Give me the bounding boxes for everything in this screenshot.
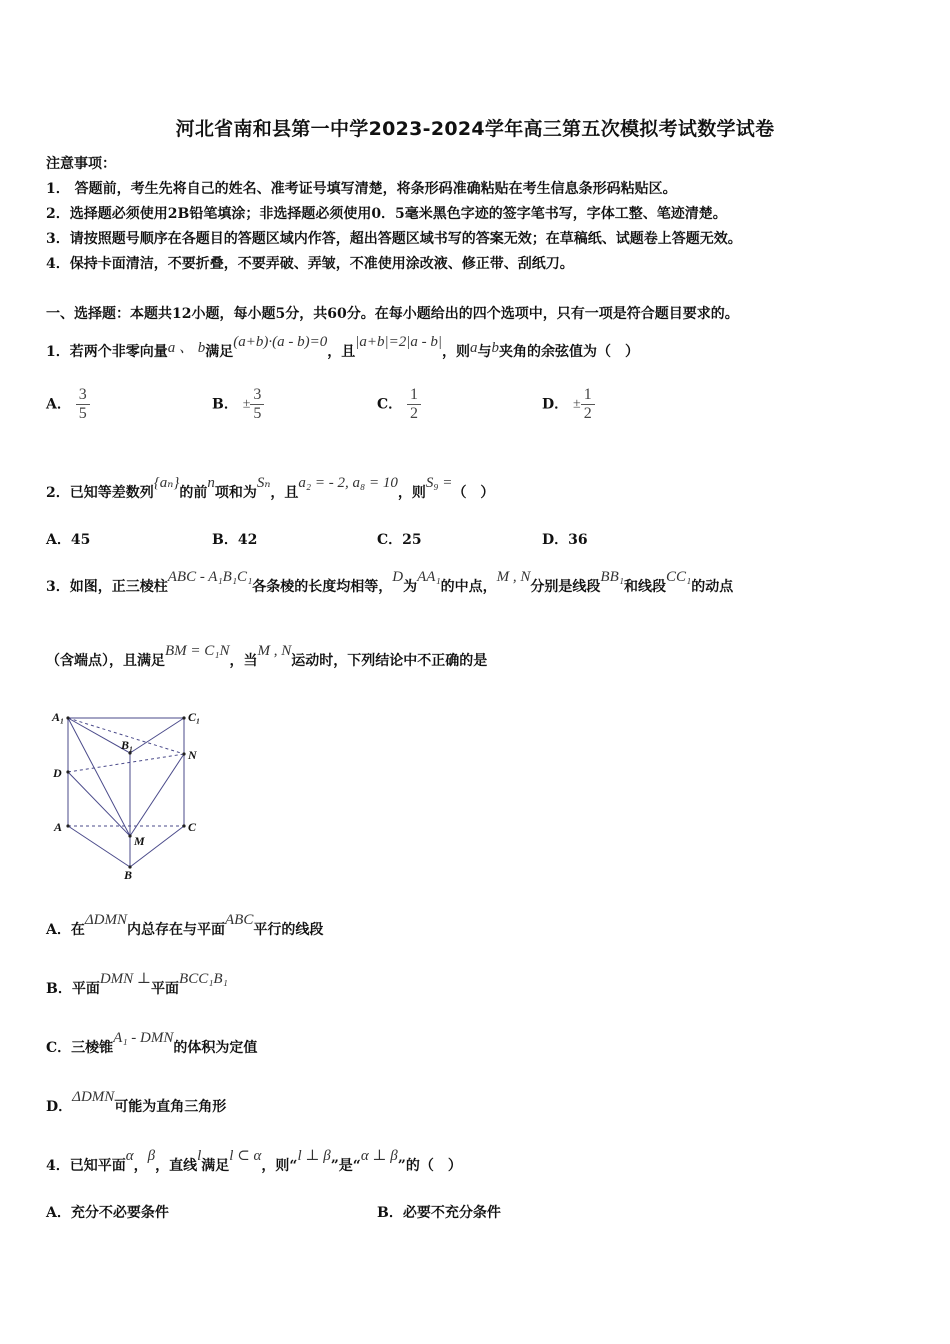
- option-text: 内总存在与平面: [127, 922, 226, 938]
- prism-figure: [46, 705, 216, 885]
- option-math: BCC₁B₁: [179, 971, 228, 987]
- q3-text-9: ，当: [229, 653, 258, 669]
- q2-text-3: 项和为: [214, 485, 257, 501]
- label-c1: C₁: [188, 710, 201, 724]
- denominator: 2: [410, 405, 419, 422]
- notice-heading: 注意事项：: [46, 156, 116, 172]
- option-text: B．平面: [46, 981, 100, 997]
- denominator: 5: [78, 405, 87, 422]
- question-4: [46, 1148, 462, 1175]
- question-3-line-2: [46, 643, 488, 670]
- q4-text-7: ”的（ ）: [397, 1158, 462, 1174]
- q3-math-cc1: CC₁: [665, 569, 692, 585]
- denominator: 2: [583, 405, 592, 422]
- q2-math-sn: Sₙ: [256, 475, 271, 491]
- q3-option-c[interactable]: [46, 1030, 258, 1057]
- q3-math-mn: M , N: [496, 569, 531, 585]
- fraction: [76, 386, 90, 423]
- q1-math-condition: (a+b)·(a - b)=0: [233, 334, 328, 350]
- q3-text-6: 和线段: [623, 579, 666, 595]
- q4-text-4: 满足: [201, 1158, 230, 1174]
- q4-math-perp-1: l ⊥ β: [297, 1148, 331, 1164]
- q1-option-a[interactable]: [46, 386, 90, 423]
- option-math: ΔDMN: [84, 912, 128, 928]
- q4-text-5: ，则“: [261, 1158, 298, 1174]
- option-math: DMN ⊥: [99, 971, 152, 987]
- point-c1: [182, 716, 185, 719]
- option-text: 平面: [151, 981, 180, 997]
- label-a1: A₁: [52, 710, 65, 724]
- q4-text-1: 4．已知平面: [46, 1158, 126, 1174]
- q3-text-7: 的动点: [691, 579, 734, 595]
- q1-math-a: a: [469, 340, 478, 356]
- q3-option-a[interactable]: [46, 912, 324, 939]
- option-math: A₁ - DMN: [113, 1030, 174, 1046]
- q4-option-a[interactable]: A．充分不必要条件: [46, 1205, 169, 1221]
- q2-text-1: 2．已知等差数列: [46, 485, 154, 501]
- q4-text-3: ，直线: [155, 1158, 198, 1174]
- q1-text-1: 1．若两个非零向量: [46, 344, 168, 360]
- q1-text-3: ，且: [327, 344, 356, 360]
- q4-math-beta: β: [147, 1148, 156, 1164]
- q2-option-c[interactable]: C．25: [377, 532, 422, 548]
- q4-math-alpha: α: [125, 1148, 134, 1164]
- q2-option-b[interactable]: B．42: [212, 532, 258, 548]
- numerator: 1: [407, 386, 421, 405]
- q3-text-2: 各条棱的长度均相等，: [252, 579, 393, 595]
- q4-math-l: l: [197, 1148, 202, 1164]
- point-c: [182, 824, 185, 827]
- notice-item-4: 4．保持卡面清洁，不要折叠，不要弄破、弄皱，不准使用涂改液、修正带、刮纸刀。: [46, 256, 574, 272]
- option-math: ABC: [225, 912, 254, 928]
- q3-math-d: D: [392, 569, 404, 585]
- label-b1: B₁: [121, 738, 134, 752]
- q1-text-5: 与: [477, 344, 492, 360]
- point-n: [182, 752, 185, 755]
- option-text: C．三棱锥: [46, 1040, 114, 1056]
- edge-ab: [68, 826, 130, 867]
- option-label: A．: [46, 396, 71, 413]
- q1-text-4: ，则: [441, 344, 470, 360]
- q3-math-bb1: BB₁: [600, 569, 624, 585]
- segment-dn: [68, 754, 184, 772]
- q2-option-d[interactable]: D．36: [542, 532, 588, 548]
- segment-mn: [130, 754, 184, 836]
- q3-text-5: 分别是线段: [530, 579, 601, 595]
- q2-text-4: ，且: [270, 485, 299, 501]
- point-m: [128, 834, 131, 837]
- q3-math-aa1: AA₁: [417, 569, 441, 585]
- exam-title: 河北省南和县第一中学2023-2024学年高三第五次模拟考试数学试卷: [175, 118, 775, 140]
- label-d: D: [53, 766, 62, 780]
- numerator: 1: [581, 386, 595, 405]
- fraction: [407, 386, 421, 423]
- q4-math-subset: l ⊂ α: [229, 1148, 262, 1164]
- q1-option-c[interactable]: [377, 386, 421, 423]
- q2-text-6: （ ）: [452, 485, 495, 501]
- q1-option-b[interactable]: [212, 386, 264, 423]
- q3-option-d[interactable]: [46, 1089, 227, 1116]
- label-a: A: [54, 820, 63, 834]
- q2-math-s9: S₉ =: [425, 475, 453, 491]
- q1-text-2: 满足: [205, 344, 234, 360]
- label-b: B: [124, 868, 133, 882]
- option-text: 可能为直角三角形: [114, 1099, 227, 1115]
- point-a1: [66, 716, 69, 719]
- label-n: N: [188, 748, 197, 762]
- q4-text-2: ，: [133, 1158, 148, 1174]
- notice-item-3: 3．请按照题号顺序在各题目的答题区域内作答，超出答题区域书写的答案无效；在草稿纸、试题卷上答题无效。: [46, 231, 742, 247]
- q3-text-3: 为: [403, 579, 418, 595]
- q4-text-6: ”是“: [330, 1158, 361, 1174]
- q4-option-b[interactable]: B．必要不充分条件: [377, 1205, 501, 1221]
- notice-item-1: 1． 答题前，考生先将自己的姓名、准考证号填写清楚，将条形码准确粘贴在考生信息条形码粘贴区。: [46, 181, 677, 197]
- q1-math-vectors: a 、 b: [167, 340, 206, 356]
- numerator: 3: [76, 386, 90, 405]
- q2-math-terms: a₂ = - 2, a₈ = 10: [298, 475, 398, 491]
- question-3: [46, 569, 734, 596]
- section-heading: 一、选择题：本题共12小题，每小题5分，共60分。在每小题给出的四个选项中，只有一项是符合题目要求的。: [46, 306, 739, 322]
- option-text: D．: [46, 1099, 73, 1115]
- q2-math-n: n: [207, 475, 215, 491]
- q2-math-sequence: {aₙ}: [153, 475, 180, 491]
- option-label: B．: [212, 396, 238, 413]
- q2-text-5: ，则: [397, 485, 426, 501]
- q3-option-b[interactable]: [46, 971, 228, 998]
- option-text: 平行的线段: [253, 922, 324, 938]
- label-m: M: [134, 834, 145, 848]
- q1-math-norm: |a+b|=2|a - b|: [355, 334, 442, 350]
- numerator: 3: [250, 386, 264, 405]
- notice-item-2: 2．选择题必须使用2B铅笔填涂；非选择题必须使用0．5毫米黑色字迹的签字笔书写，字体工整、笔迹清楚。: [46, 206, 727, 222]
- denominator: 5: [253, 405, 262, 422]
- option-text: 的体积为定值: [173, 1040, 258, 1056]
- point-d: [66, 770, 69, 773]
- fraction: [581, 386, 595, 423]
- q1-text-6: 夹角的余弦值为（ ）: [498, 344, 639, 360]
- option-text: A．在: [46, 922, 85, 938]
- q3-math-mn-2: M , N: [257, 643, 292, 659]
- q3-text-1: 3．如图，正三棱柱: [46, 579, 168, 595]
- label-c: C: [188, 820, 197, 834]
- edge-b1c1: [130, 718, 184, 753]
- q3-math-bm: BM = C₁N: [165, 643, 230, 659]
- q3-text-4: 的中点，: [440, 579, 497, 595]
- plus-minus-sign: ±: [242, 396, 251, 412]
- q4-math-perp-2: α ⊥ β: [360, 1148, 398, 1164]
- q2-option-a[interactable]: A．45: [46, 532, 91, 548]
- q3-math-prism: ABC - A₁B₁C₁: [167, 569, 253, 585]
- plus-minus-sign: ±: [573, 396, 581, 412]
- q3-text-10: 运动时，下列结论中不正确的是: [291, 653, 488, 669]
- option-math: ΔDMN: [72, 1089, 115, 1105]
- q2-text-2: 的前: [179, 485, 208, 501]
- option-label: D．: [542, 396, 569, 413]
- q3-text-8: （含端点），且满足: [46, 653, 165, 669]
- fraction: [250, 386, 264, 423]
- question-1: [46, 334, 639, 361]
- q1-option-d[interactable]: [542, 386, 595, 423]
- q1-math-b: b: [491, 340, 499, 356]
- option-label: C．: [377, 396, 403, 413]
- question-2: [46, 475, 495, 502]
- point-a: [66, 824, 69, 827]
